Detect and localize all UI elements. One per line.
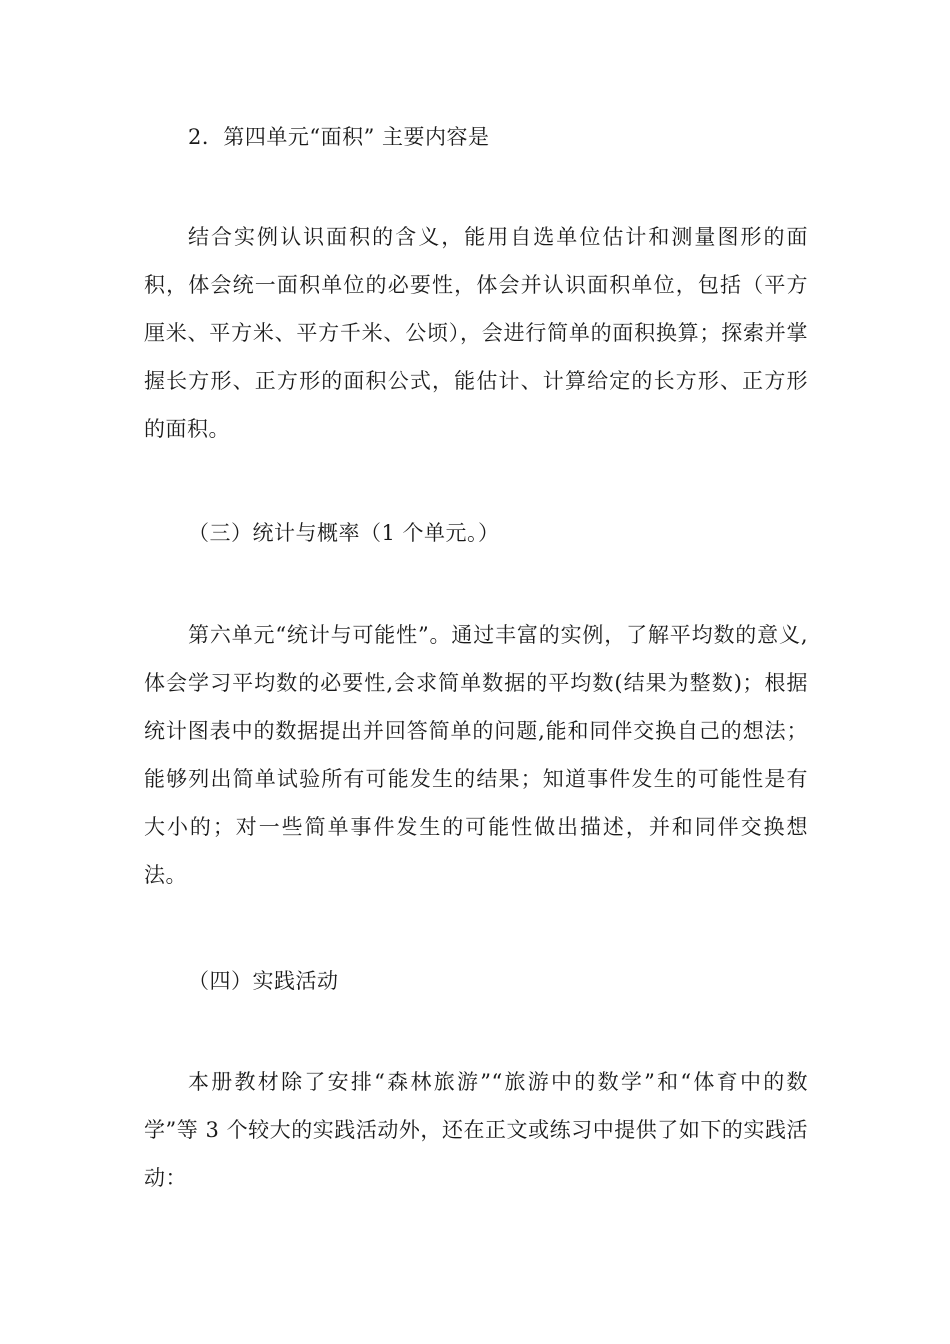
practice-section-heading: （四）实践活动 <box>188 969 339 993</box>
area-unit-heading: 2．第四单元“面积” 主要内容是 <box>188 125 490 149</box>
area-unit-paragraph: 结合实例认识面积的含义，能用自选单位估计和测量图形的面积，体会统一面积单位的必要性，体会并认识面积单位，包括（平方厘米、平方米、平方千米、公顷），会进行简单的面积换算；探索并掌握长方形、正方形的面积公式，能估计、计算给定的长方形、正方形的面积。 <box>144 225 808 441</box>
statistics-section-heading: （三）统计与概率（1 个单元。） <box>188 521 500 545</box>
practice-paragraph: 本册教材除了安排“森林旅游”“旅游中的数学”和“体育中的数学”等 3 个较大的实践活动外，还在正文或练习中提供了如下的实践活动： <box>144 1070 808 1190</box>
statistics-paragraph: 第六单元“统计与可能性”。通过丰富的实例，了解平均数的意义,体会学习平均数的必要性,会求简单数据的平均数(结果为整数)；根据统计图表中的数据提出并回答简单的问题,能和同伴交换自己的想法；能够列出简单试验所有可能发生的结果；知道事件发生的可能性是有大小的；对一些简单事件发生的可能性做出描述，并和同伴交换想法。 <box>144 623 808 887</box>
